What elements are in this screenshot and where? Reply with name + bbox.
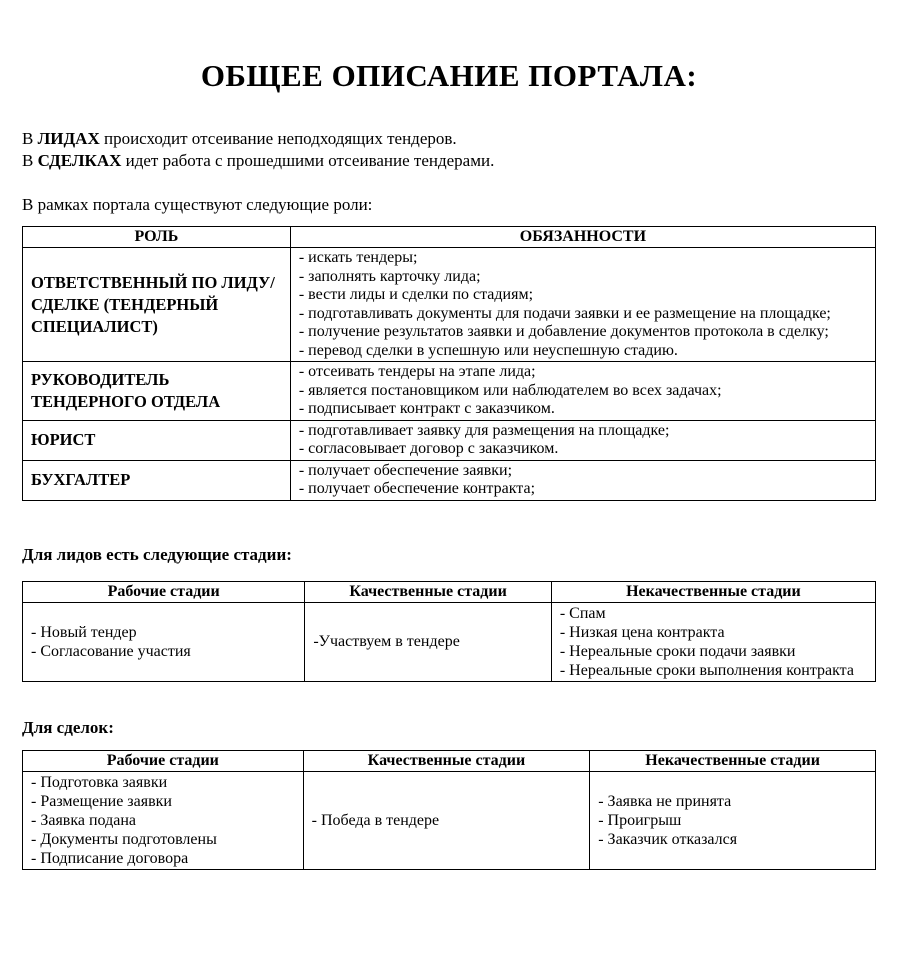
- intro-line2-rest: идет работа с прошедшими отсеивание тендерами.: [121, 151, 495, 170]
- table-row: [23, 420, 876, 460]
- duty-line: - получает обеспечение заявки;: [298, 461, 513, 479]
- intro-line1-rest: происходит отсеивание неподходящих тендеров.: [99, 129, 457, 148]
- stage-line: - Согласование участия: [31, 642, 191, 660]
- deal-stages-header-row: [23, 750, 876, 771]
- stage-line: - Нереальные сроки подачи заявки: [559, 642, 796, 660]
- deals-section-heading: Для сделок:: [22, 717, 114, 737]
- intro-paragraph: [22, 128, 876, 172]
- intro-line-leads: [22, 128, 876, 150]
- leads-section-heading: Для лидов есть следующие стадии:: [22, 544, 292, 564]
- lead-stages-header-quality: Качественные стадии: [305, 581, 552, 602]
- duty-line: - заполнять карточку лида;: [298, 267, 481, 285]
- stage-line: - Нереальные сроки выполнения контракта: [559, 661, 854, 679]
- stage-line: - Победа в тендере: [311, 811, 440, 829]
- page-title: ОБЩЕЕ ОПИСАНИЕ ПОРТАЛА:: [200, 58, 698, 93]
- duty-line: - подписывает контракт с заказчиком.: [298, 400, 555, 417]
- intro-line1-pre: В: [22, 129, 38, 148]
- stage-line: - Заявка подана: [31, 811, 136, 829]
- deal-working-stages: [23, 771, 304, 869]
- table-row: [23, 771, 876, 869]
- table-row: [23, 248, 876, 362]
- stage-line: - Проигрыш: [598, 811, 682, 829]
- lead-stages-header-working: Рабочие стадии: [23, 581, 305, 602]
- stage-line: - Документы подготовлены: [31, 830, 217, 848]
- stage-line: - Подписание договора: [31, 849, 189, 867]
- role-accountant: БУХГАЛТЕР: [23, 460, 291, 500]
- duty-line: - подготавливает заявку для размещения на площадке;: [298, 421, 670, 439]
- stage-line: -Участвуем в тендере: [313, 633, 460, 650]
- stage-line: - Спам: [559, 604, 606, 622]
- intro-line-deals: [22, 150, 876, 172]
- deal-stages-header-working: Рабочие стадии: [23, 750, 304, 771]
- roles-table-header-role: РОЛЬ: [23, 227, 291, 248]
- deal-stages-header-bad: Некачественные стадии: [590, 750, 876, 771]
- duty-line: - вести лиды и сделки по стадиям;: [298, 286, 534, 303]
- lead-bad-stages: [551, 602, 875, 681]
- duties-lawyer: [290, 420, 875, 460]
- lead-stages-header-row: [23, 581, 876, 602]
- stage-line: - Низкая цена контракта: [559, 623, 725, 641]
- stage-line: - Заказчик отказался: [598, 830, 738, 848]
- deal-stages-header-quality: Качественные стадии: [303, 750, 590, 771]
- intro-line1-bold-term: ЛИДАХ: [37, 129, 100, 148]
- roles-intro-text: В рамках портала существуют следующие роли:: [22, 195, 373, 214]
- duty-line: - получает обеспечение контракта;: [298, 480, 536, 497]
- lead-stages-header-bad: Некачественные стадии: [551, 581, 875, 602]
- duty-line: - перевод сделки в успешную или неуспешную стадию.: [298, 341, 678, 359]
- table-row: [23, 602, 876, 681]
- duties-tender-head: [290, 362, 875, 421]
- table-row: [23, 362, 876, 421]
- stage-line: - Заявка не принята: [598, 792, 732, 810]
- lead-working-stages: [23, 602, 305, 681]
- duties-tender-specialist: [290, 248, 875, 362]
- duty-line: - искать тендеры;: [298, 249, 418, 266]
- duties-accountant: [290, 460, 875, 500]
- intro-line2-bold-term: СДЕЛКАХ: [37, 151, 122, 170]
- roles-table-header-duties: ОБЯЗАННОСТИ: [290, 227, 875, 248]
- role-lawyer: ЮРИСТ: [23, 420, 291, 460]
- stage-line: - Размещение заявки: [31, 792, 172, 810]
- lead-stages-table: [22, 581, 876, 682]
- duty-line: - подготавливать документы для подачи заявки и ее размещение на площадке;: [298, 304, 831, 322]
- stage-line: - Подготовка заявки: [31, 773, 168, 791]
- role-tender-specialist: ОТВЕТСТВЕННЫЙ ПО ЛИДУ/СДЕЛКЕ (ТЕНДЕРНЫЙ СПЕЦИАЛИСТ): [23, 248, 291, 362]
- roles-table: [22, 226, 876, 501]
- stage-line: - Новый тендер: [31, 623, 137, 641]
- lead-quality-stages: [305, 602, 552, 681]
- duty-line: - отсеивать тендеры на этапе лида;: [298, 363, 536, 380]
- deal-quality-stages: [303, 771, 590, 869]
- duty-line: - является постановщиком или наблюдателем во всех задачах;: [298, 381, 722, 399]
- duty-line: - получение результатов заявки и добавление документов протокола в сделку;: [298, 323, 829, 340]
- deal-bad-stages: [590, 771, 876, 869]
- role-tender-head: РУКОВОДИТЕЛЬ ТЕНДЕРНОГО ОТДЕЛА: [23, 362, 291, 421]
- roles-table-header-row: [23, 227, 876, 248]
- table-row: [23, 460, 876, 500]
- intro-line2-pre: В: [22, 151, 38, 170]
- duty-line: - согласовывает договор с заказчиком.: [298, 440, 559, 457]
- deal-stages-table: [22, 750, 876, 870]
